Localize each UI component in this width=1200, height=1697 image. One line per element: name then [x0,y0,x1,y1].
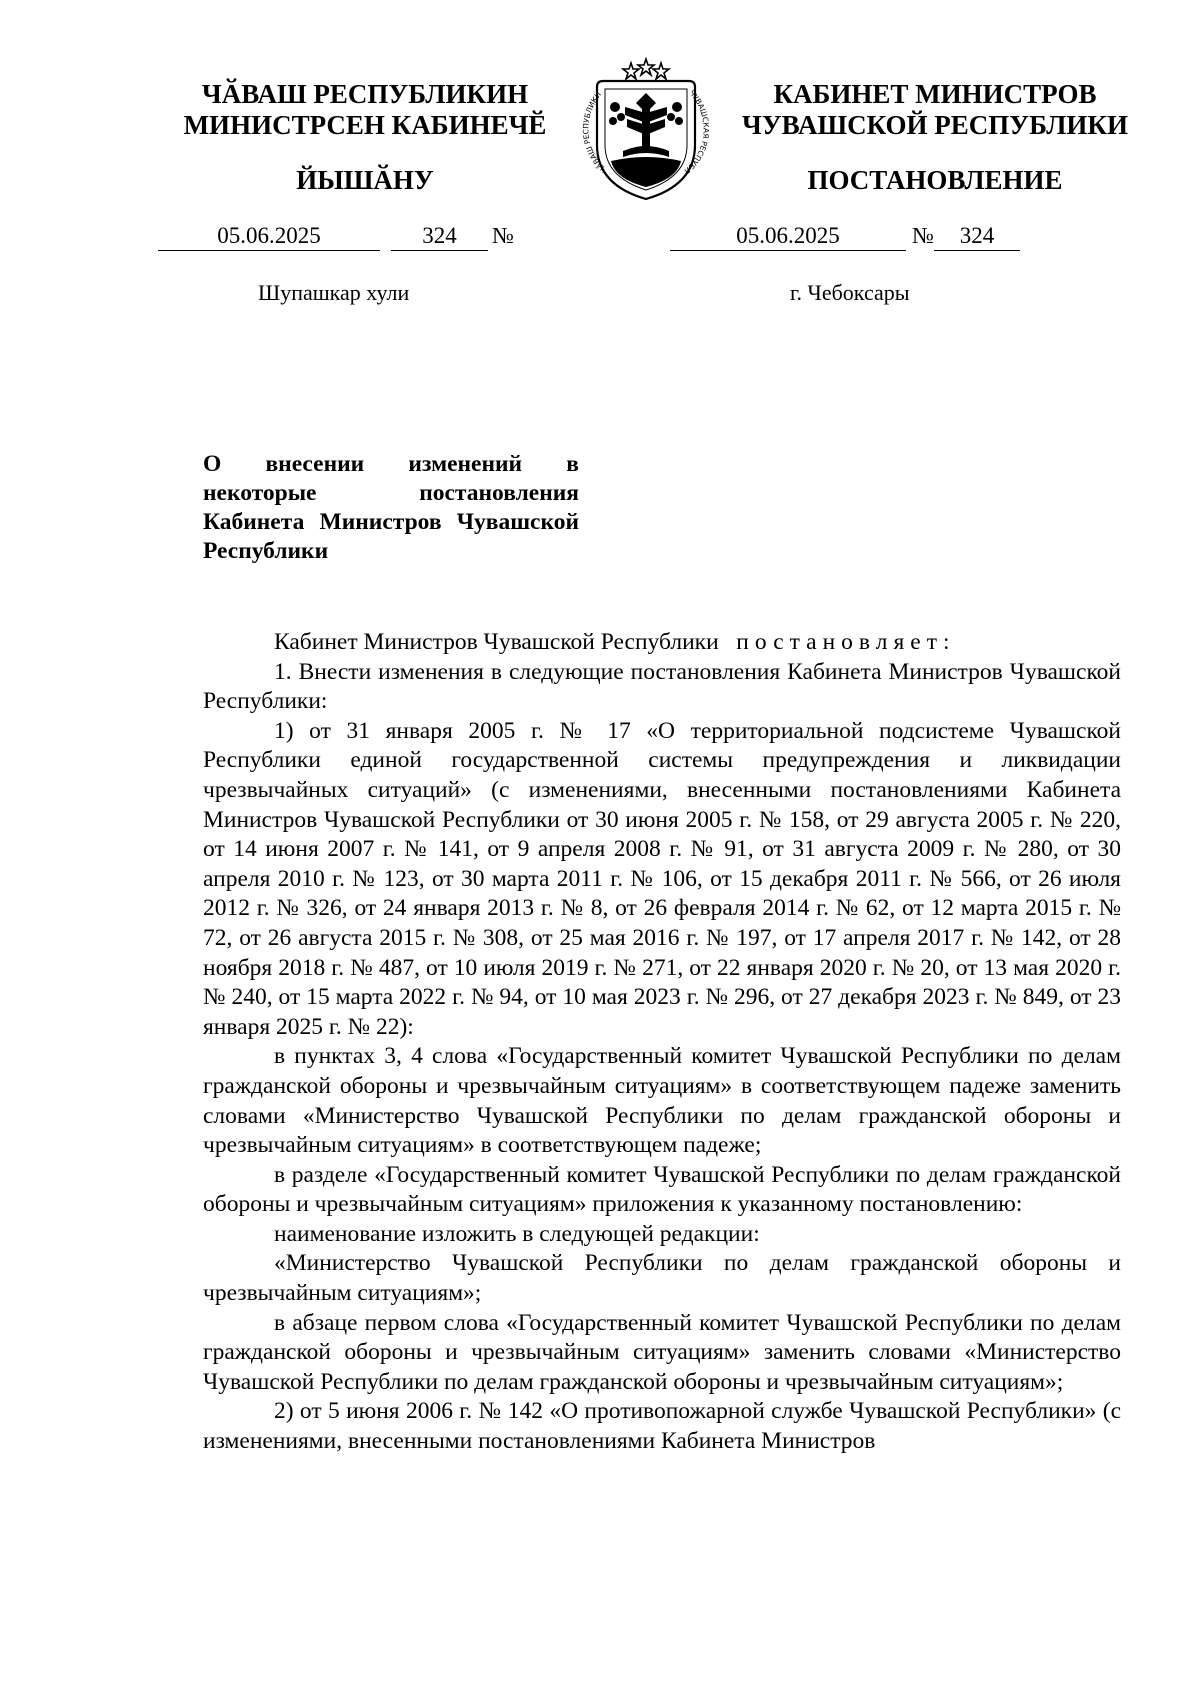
svg-text:ЧӐВАШ РЕСПУБЛИКИ [581,90,608,174]
header-right-doc-type: ПОСТАНОВЛЕНИЕ [807,165,1063,195]
document-title: О внесении изменений в некоторые постановления Кабинета Министров Чувашской Республики [203,451,579,564]
header-right-line2: ЧУВАШСКОЙ РЕСПУБЛИКИ [742,110,1128,140]
header-left [165,79,565,195]
header-left-line1: ЧӐВАШ РЕСПУБЛИКИН [201,79,529,109]
dateline-left [0,222,600,252]
right-number-sign: № [912,223,934,248]
intro-paragraph [203,628,1121,658]
header-left-line2: МИНИСТРСЕН КАБИНЕЧӖ [183,110,547,140]
paragraph: в пунктах 3, 4 слова «Государственный комитет Чувашской Республики по делам гражданской обороны и чрезвычайным ситуациям» в соответствующем падеже заменить словами «Министерство Чувашской Республики по делам гражданской обороны и чрезвычайным ситуациям» в соответствующем падеже; [203,1043,1121,1159]
paragraph: 2) от 5 июня 2006 г. № 142 «О противопожарной службе Чувашской Республики» (с изменениями, внесенными постановлениями Кабинета Министров [203,1398,1121,1455]
header-left-doc-type: ЙЫШӐНУ [296,165,434,195]
paragraph: «Министерство Чувашской Республики по делам гражданской обороны и чрезвычайным ситуациям»; [203,1250,1121,1307]
emblem-text-left: ЧӐВАШ РЕСПУБЛИКИ [581,90,609,175]
coat-of-arms-emblem [573,57,719,203]
paragraph: в разделе «Государственный комитет Чувашской Республики по делам гражданской обороны и чрезвычайным ситуациям» приложения к указанному постановлению: [203,1161,1121,1218]
left-date: 05.06.2025 [158,222,380,251]
left-number-sign: № [492,223,514,248]
emblem-text-right: ЧУВАШСКАЯ РЕСПУБЛ [682,88,711,176]
intro-verb: постановляет: [736,629,956,655]
paragraph: наименование изложить в следующей редакции: [274,1220,760,1247]
right-number: 324 [934,222,1020,251]
paragraph: 1) от 31 января 2005 г. № 17 «О территориальной подсистеме Чувашской Республики единой государственной системы предупреждения и ликвидации чрезвычайных ситуаций» (с изменениями, внесенными постановлениями Кабинета Министров Чувашской Республики от 30 июня 2005 г. № 158, от 29 августа 2005 г. № 220, от 14 июня 2007 г. № 141, от 9 апреля 2008 г. № 91, от 31 августа 2009 г. № 280, от 30 апреля 2010 г. № 123, от 30 марта 2011 г. № 106, от 15 декабря 2011 г. № 566, от 26 июля 2012 г. № 326, от 24 января 2013 г. № 8, от 26 февраля 2014 г. № 62, от 12 марта 2015 г. № 72, от 26 августа 2015 г. № 308, от 25 мая 2016 г. № 197, от 17 апреля 2017 г. № 142, от 28 ноября 2018 г. № 487, от 10 июля 2019 г. № 271, от 22 января 2020 г. № 20, от 13 мая 2020 г. № 240, от 15 марта 2022 г. № 94, от 10 мая 2023 г. № 296, от 27 декабря 2023 г. № 849, от 23 января 2025 г. № 22): [203,717,1121,1040]
paragraph: 1. Внести изменения в следующие постановления Кабинета Министров Чувашской Республики: [203,658,1121,715]
city-right: г. Чебоксары [790,280,910,305]
left-number: 324 [391,222,488,251]
right-date: 05.06.2025 [670,222,906,251]
city-left: Шупашкар хули [258,280,410,305]
header-right [700,79,1170,195]
intro-lead: Кабинет Министров Чувашской Республики [274,629,719,655]
header-right-line1: КАБИНЕТ МИНИСТРОВ [773,79,1097,109]
paragraph: в абзаце первом слова «Государственный комитет Чувашской Республики по делам гражданской обороны и чрезвычайным ситуациям» заменить словами «Министерство Чувашской Республики по делам гражданской обороны и чрезвычайным ситуациям»; [203,1309,1121,1395]
dateline-right [600,222,1200,252]
document-body [203,628,1121,1457]
coat-of-arms-icon [573,57,719,203]
